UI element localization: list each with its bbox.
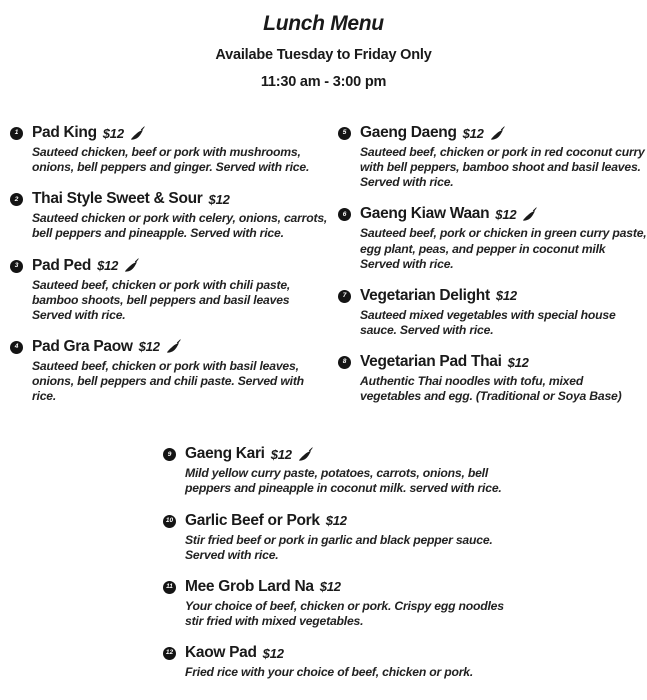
- item-description: Fried rice with your choice of beef, chicken or pork.: [185, 665, 474, 679]
- item-title-line: [360, 353, 647, 371]
- menu-item: [163, 445, 523, 496]
- item-number: 8: [342, 358, 347, 366]
- item-title-line: [185, 644, 473, 662]
- item-title-line: [360, 124, 647, 142]
- item-number: 11: [166, 583, 173, 590]
- item-description: Sauteed chicken or pork with celery, onions, carrots, bell peppers and pineapple. Served with rice.: [32, 211, 328, 241]
- item-body: [360, 287, 647, 338]
- item-price: $12: [462, 125, 484, 141]
- item-number-badge: [10, 260, 23, 273]
- item-number: 5: [342, 129, 347, 137]
- item-number-badge: [338, 290, 351, 303]
- item-number: 12: [165, 649, 174, 657]
- item-title-line: [360, 287, 647, 305]
- item-description: Sauteed beef, chicken or pork in red coconut curry with bell peppers, bamboo shoot and basil leaves. Served with rice.: [360, 145, 645, 190]
- menu-item: [338, 353, 647, 404]
- item-price: $12: [262, 645, 284, 661]
- chili-pepper-icon: [298, 447, 313, 462]
- item-body: [360, 205, 647, 271]
- chili-pepper-icon: [166, 339, 181, 354]
- item-name: Gaeng Kiaw Waan: [360, 205, 490, 223]
- item-name: Kaow Pad: [185, 644, 257, 661]
- item-description: Sauteed beef, pork or chicken in green curry paste, egg plant, peas, and pepper in coconut milk Served with rice.: [360, 226, 647, 271]
- item-number-badge: [163, 448, 176, 461]
- item-number: 1: [14, 129, 19, 137]
- item-name: Pad Ped: [32, 256, 92, 274]
- item-price: $12: [270, 446, 292, 462]
- item-number: 6: [342, 210, 347, 218]
- chili-pepper-icon: [130, 126, 145, 141]
- menu-availability: Availabe Tuesday to Friday Only: [215, 47, 432, 63]
- menu-item: [10, 124, 338, 175]
- menu-column-right: [338, 124, 647, 419]
- item-price: $12: [507, 354, 529, 370]
- item-number-badge: [338, 208, 351, 221]
- item-number-badge: [163, 647, 176, 660]
- item-title-line: [185, 578, 505, 596]
- item-name: Mee Grob Lard Na: [185, 577, 314, 595]
- item-number: 7: [342, 292, 347, 299]
- menu-column-bottom: [163, 445, 523, 680]
- menu-item: [338, 124, 647, 190]
- item-body: [360, 124, 647, 190]
- item-number-badge: [338, 356, 351, 369]
- item-name: Thai Style Sweet & Sour: [32, 190, 203, 208]
- item-price: $12: [319, 579, 341, 595]
- menu-title: Lunch Menu: [263, 12, 384, 35]
- menu-hours: 11:30 am - 3:00 pm: [260, 74, 387, 90]
- item-body: [32, 338, 330, 404]
- item-number: 4: [14, 343, 19, 351]
- item-description: Sauteed chicken, beef or pork with mushrooms, onions, bell peppers and ginger. Served with rice.: [32, 145, 310, 175]
- item-description: Stir fried beef or pork in garlic and black pepper sauce. Served with rice.: [185, 532, 493, 562]
- item-body: [32, 257, 330, 323]
- item-name: Gaeng Daeng: [360, 124, 457, 141]
- item-name: Pad Gra Paow: [32, 337, 133, 355]
- item-title-line: [32, 338, 330, 356]
- item-number-badge: [338, 127, 351, 140]
- menu-item: [10, 338, 338, 404]
- item-number: 9: [167, 450, 172, 458]
- item-price: $12: [495, 288, 517, 304]
- item-description: Your choice of beef, chicken or pork. Crispy egg noodles stir fried with mixed vegetables.: [185, 598, 504, 628]
- item-description: Authentic Thai noodles with tofu, mixed vegetables and egg. (Traditional or Soya Base): [360, 374, 622, 404]
- menu-item: [10, 257, 338, 323]
- item-price: $12: [97, 258, 119, 273]
- menu-header: [0, 0, 647, 90]
- item-title-line: [185, 512, 505, 530]
- item-number: 3: [14, 261, 19, 269]
- item-body: [32, 124, 330, 175]
- item-title-line: [185, 445, 505, 463]
- item-description: Sauteed mixed vegetables with special house sauce. Served with rice.: [360, 307, 616, 337]
- item-price: $12: [208, 191, 230, 207]
- item-number: 2: [14, 195, 19, 203]
- item-title-line: [32, 190, 330, 208]
- menu-column-left: [10, 124, 338, 419]
- item-title-line: [360, 205, 647, 223]
- item-body: [185, 644, 473, 680]
- item-number-badge: [10, 127, 23, 140]
- item-price: $12: [102, 125, 124, 141]
- item-price: $12: [325, 513, 347, 528]
- menu-item: [163, 578, 523, 629]
- item-name: Gaeng Kari: [185, 445, 265, 463]
- item-description: Sauteed beef, chicken or pork with basil leaves, onions, bell peppers and chili paste. Served with rice.: [32, 358, 304, 404]
- item-body: [360, 353, 647, 404]
- chili-pepper-icon: [490, 126, 505, 141]
- item-body: [185, 512, 505, 563]
- item-body: [185, 578, 505, 629]
- chili-pepper-icon: [124, 258, 139, 273]
- item-body: [32, 190, 330, 241]
- menu-item: [338, 205, 647, 271]
- item-description: Mild yellow curry paste, potatoes, carrots, onions, bell peppers and pineapple in coconut milk. served with rice.: [185, 466, 502, 496]
- item-title-line: [32, 257, 330, 275]
- item-name: Pad King: [32, 124, 97, 141]
- item-name: Garlic Beef or Pork: [185, 511, 320, 529]
- item-number: 10: [165, 516, 174, 524]
- menu-item: [10, 190, 338, 241]
- item-name: Vegetarian Delight: [360, 286, 490, 304]
- item-price: $12: [138, 339, 160, 355]
- menu-item: [338, 287, 647, 338]
- item-number-badge: [10, 341, 23, 354]
- menu-item: [163, 512, 523, 563]
- item-price: $12: [495, 206, 517, 222]
- menu-item: [163, 644, 523, 680]
- item-body: [185, 445, 505, 496]
- item-description: Sauteed beef, chicken or pork with chili paste, bamboo shoots, bell peppers and basil leaves Served with rice.: [32, 277, 291, 322]
- item-title-line: [32, 124, 330, 142]
- item-name: Vegetarian Pad Thai: [360, 353, 502, 370]
- chili-pepper-icon: [522, 207, 537, 222]
- item-number-badge: [163, 581, 176, 594]
- item-number-badge: [10, 193, 23, 206]
- menu-columns: [0, 124, 647, 419]
- item-number-badge: [163, 515, 176, 528]
